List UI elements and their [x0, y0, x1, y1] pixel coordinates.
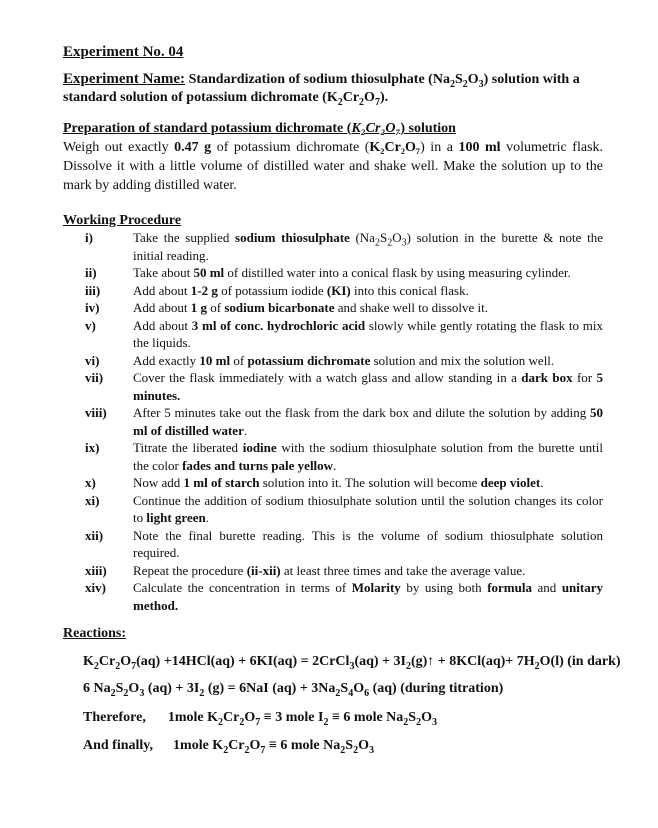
step-number: x): [85, 475, 96, 490]
therefore-label: Therefore,: [83, 710, 146, 725]
experiment-number: Experiment No. 04: [63, 44, 184, 60]
prep-heading-text: Preparation of standard potassium dichromate (: [63, 121, 352, 136]
prep-text-1: Weigh out exactly: [63, 140, 175, 155]
procedure-step: [63, 264, 603, 282]
exp-name-text: Standardization of sodium thiosulphate (Na: [185, 72, 450, 87]
procedure-step: [63, 492, 603, 527]
finally-label: And finally,: [83, 738, 154, 753]
exp-name-cr: Cr: [342, 90, 360, 105]
step-number: vii): [85, 370, 104, 385]
step-number: i): [85, 230, 93, 245]
exp-name-s: S: [454, 72, 463, 87]
step-number: xiv): [85, 580, 106, 595]
step-number: ix): [85, 440, 100, 455]
step-text: After 5 minutes take out the flask from the dark box and dilute the solution by adding 50 ml of distilled water.: [133, 405, 603, 438]
preparation-heading: [63, 121, 603, 137]
step-text: Titrate the liberated iodine with the sodium thiosulphate solution from the burette until the color fades and turns pale yellow.: [133, 440, 603, 473]
procedure-step: [63, 404, 603, 439]
step-number: iv): [85, 300, 100, 315]
reaction-1: $K_2Cr_2O_7(aq) +14HCl(aq) + 6KI(aq)$ = 2CrCl$_3$(aq) + $3I_2(g)↑ + 8KCl(aq)+ 7H_2O(l)$ (in dark): [83, 654, 621, 672]
working-procedure-heading: Working Procedure: [63, 213, 182, 228]
exp-name-text2: ) solution with a standard solution of potassium dichromate (K: [63, 72, 580, 105]
preparation-text: [63, 138, 603, 195]
exp-name-end: ).: [379, 90, 389, 105]
step-text: Continue the addition of sodium thiosulphate solution until the solution changes its color to light green.: [133, 492, 603, 525]
reactions-heading: Reactions:: [63, 626, 126, 641]
step-text: Cover the flask immediately with a watch glass and allow standing in a dark box for 5 minutes.: [133, 370, 603, 403]
step-number: v): [85, 317, 96, 333]
procedure-step: [63, 229, 603, 264]
exp-name-o: O: [467, 72, 479, 87]
step-number: viii): [85, 405, 107, 420]
prep-heading-formula: K₂Cr₂O₇: [351, 121, 401, 136]
prep-heading-end: ) solution: [400, 121, 456, 136]
step-text: Take about 50 ml of distilled water into a conical flask by using measuring cylinder.: [133, 265, 571, 280]
procedure-step: [63, 299, 603, 317]
experiment-name-label: Experiment Name:: [63, 71, 186, 87]
reaction-2: 6 $Na_2S_2O_3$ $(aq) + 3I_2$ (g) = 6NaI $(aq) + 3Na_2S_4O_6$ (aq) (during titration): [83, 681, 504, 699]
prep-mass: 0.47 g: [174, 140, 212, 155]
procedure-step: [63, 317, 603, 352]
step-number: xiii): [85, 562, 107, 578]
prep-volume: 100 ml: [458, 140, 501, 155]
step-text: Add exactly 10 ml of potassium dichromate solution and mix the solution well.: [133, 352, 555, 368]
procedure-step: [63, 579, 603, 614]
therefore-equation: 1mole $K_2Cr_2O_7 \equiv 3$ mole $I_2 \equiv 6$ mole $Na_2S_2O_3$: [167, 710, 437, 728]
procedure-list: [63, 229, 603, 614]
procedure-step: [63, 474, 603, 492]
finally-line: [83, 738, 374, 754]
prep-formula: K₂Cr₂O₇: [369, 140, 421, 155]
procedure-step: [63, 439, 603, 474]
prep-text-3: ) in a: [420, 140, 459, 155]
step-text: Add about 1-2 g of potassium iodide (KI) into this conical flask.: [133, 282, 469, 298]
prep-text-2: of potassium dichromate (: [211, 140, 370, 155]
step-number: iii): [85, 282, 101, 298]
step-text: Repeat the procedure (ii-xii) at least three times and take the average value.: [133, 562, 526, 578]
procedure-step: [63, 562, 603, 580]
step-text: Now add 1 ml of starch solution into it. The solution will become deep violet.: [133, 475, 544, 490]
procedure-step: [63, 352, 603, 370]
step-text: Calculate the concentration in terms of Molarity by using both formula and unitary method.: [133, 580, 603, 613]
step-text: Take the supplied sodium thiosulphate $(Na_2S_2O_3)$ solution in the burette & note the initial reading.: [133, 230, 603, 263]
step-text: Add about 3 ml of conc. hydrochloric acid slowly while gently rotating the flask to mix the liquids.: [133, 317, 603, 350]
step-number: xii): [85, 527, 104, 543]
step-number: ii): [85, 265, 97, 280]
prep-text-4: volumetric flask. Dissolve it with a little volume of distilled water and shake well. Make the solution up to the mark by adding distilled water.: [63, 140, 604, 193]
procedure-step: [63, 369, 603, 404]
step-number: vi): [85, 352, 100, 368]
step-text: Add about 1 g of sodium bicarbonate and shake well to dissolve it.: [133, 300, 488, 315]
procedure-step: [63, 527, 603, 562]
therefore-line: [83, 710, 437, 726]
finally-equation: 1mole $K_2Cr_2O_7 \equiv 6$ mole $Na_2S_2O_3$: [173, 738, 374, 756]
exp-name-o2: O: [364, 90, 375, 105]
step-text: Note the final burette reading. This is the volume of sodium thiosulphate solution required.: [133, 527, 603, 560]
procedure-step: [63, 282, 603, 300]
step-number: xi): [85, 492, 100, 508]
experiment-name: Experiment Name: Standardization of sodium thiosulphate $(Na_2S_2O_3)$ solution with a standard solution of potassium dichromate $(K_2Cr_2O_7)$.: [63, 71, 580, 108]
